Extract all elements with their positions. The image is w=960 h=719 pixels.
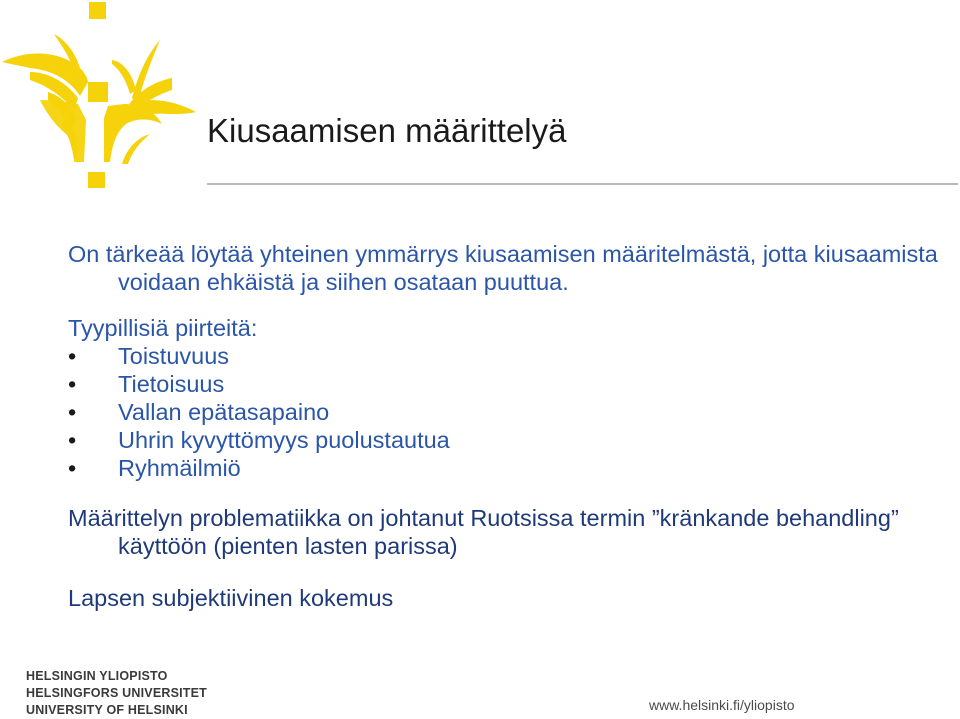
list-item: • Toistuvuus [68, 342, 948, 370]
list-item: • Uhrin kyvyttömyys puolustautua [68, 426, 948, 454]
page-title: Kiusaamisen määrittelyä [207, 112, 567, 149]
university-name-sv: HELSINGFORS UNIVERSITET [26, 686, 208, 700]
list-item: • Ryhmäilmiö [68, 454, 948, 482]
university-name-en: UNIVERSITY OF HELSINKI [26, 703, 188, 717]
university-flame-emblem-icon [0, 0, 200, 190]
features-list [68, 342, 948, 482]
features-section [68, 314, 948, 482]
child-experience-paragraph: Lapsen subjektiivinen kokemus [68, 585, 394, 611]
intro-paragraph: On tärkeää löytää yhteinen ymmärrys kiusaamisen määritelmästä, jotta kiusaamista voidaan ehkäistä ja siihen osataan puuttua. [68, 241, 938, 295]
slide-content [68, 240, 948, 612]
problem-paragraph: Määrittelyn problematiikka on johtanut Ruotsissa termin ”kränkande behandling” käyttöön (pienten lasten parissa) [68, 505, 899, 559]
list-item: • Vallan epätasapaino [68, 398, 948, 426]
list-item: • Tietoisuus [68, 370, 948, 398]
university-name-fi: HELSINGIN YLIOPISTO [26, 669, 168, 683]
university-wordmark [26, 668, 207, 719]
title-divider [207, 183, 958, 185]
features-heading: Tyypillisiä piirteitä: [68, 315, 258, 341]
footer-url: www.helsinki.fi/yliopisto [649, 697, 795, 713]
